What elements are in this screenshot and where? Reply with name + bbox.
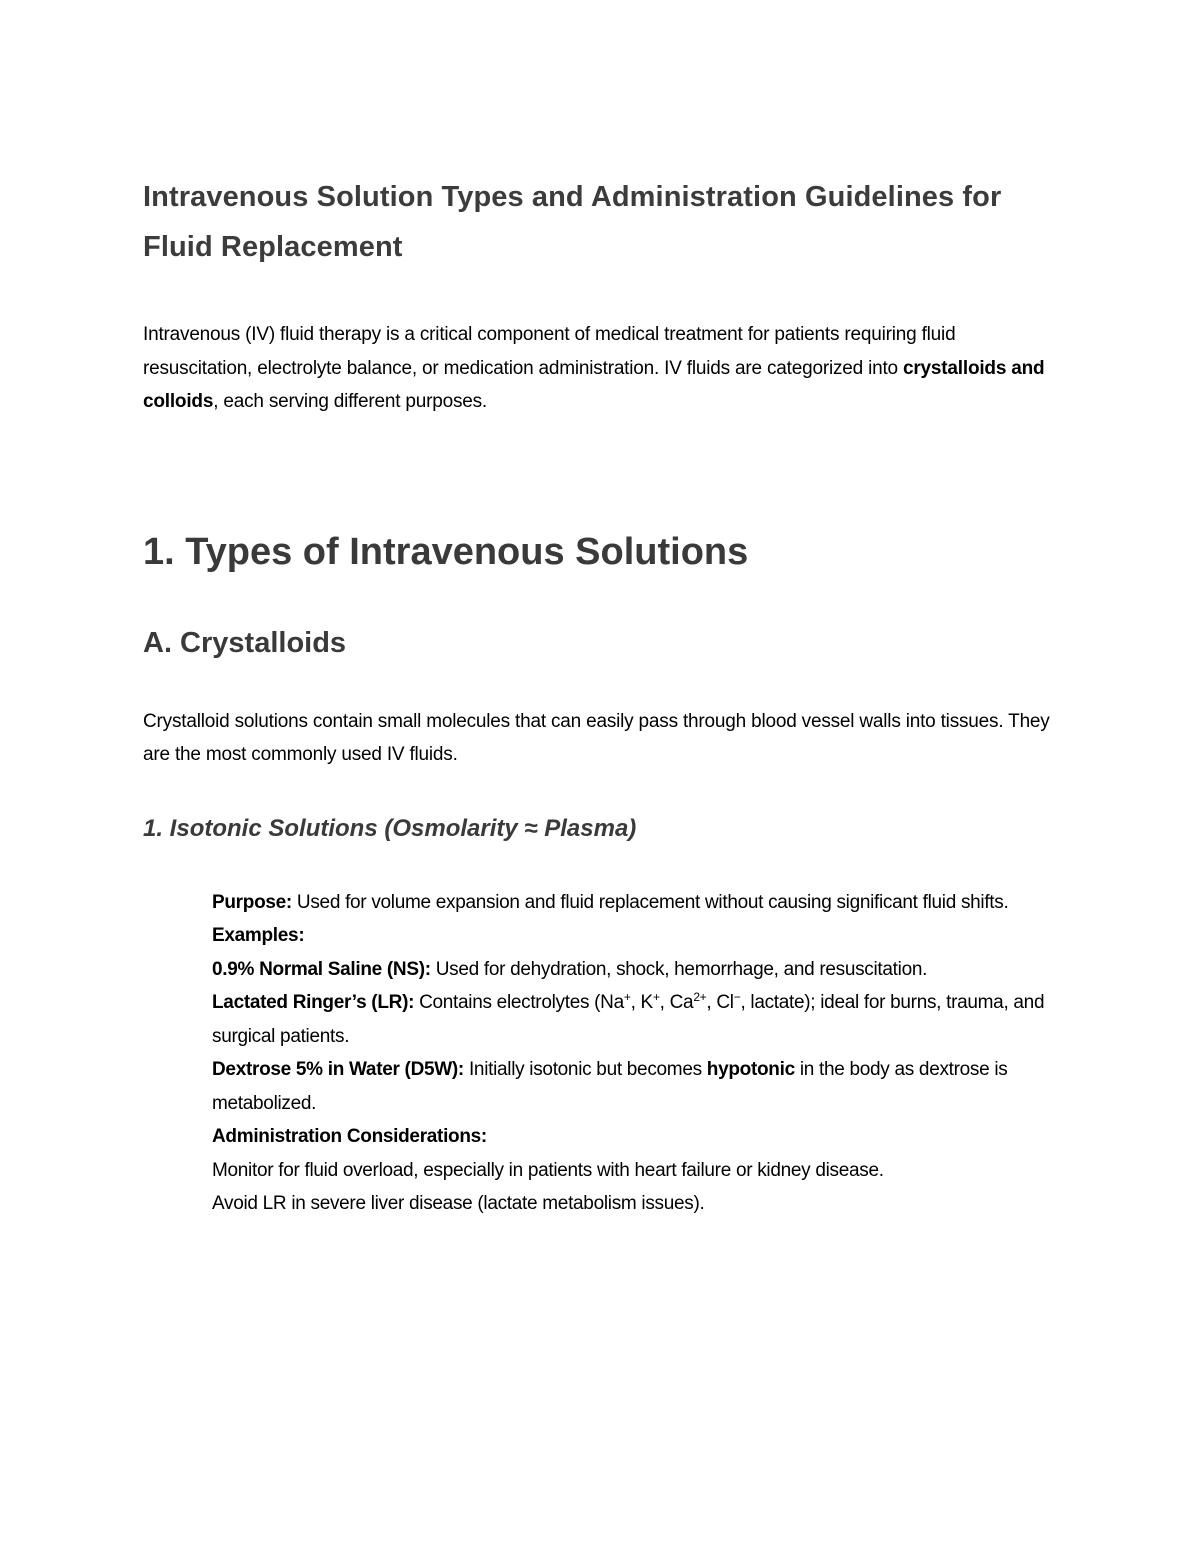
potassium-charge: + bbox=[652, 990, 660, 1004]
section-1-heading: 1. Types of Intravenous Solutions bbox=[143, 530, 749, 573]
admin-item-avoid-lr: Avoid LR in severe liver disease (lactate metabolism issues). bbox=[212, 1193, 705, 1214]
admin-considerations-label: Administration Considerations: bbox=[212, 1126, 487, 1147]
calcium-charge: 2+ bbox=[693, 990, 707, 1004]
normal-saline-line bbox=[212, 953, 1072, 987]
admin-considerations-line bbox=[212, 1120, 1072, 1154]
lactated-ringers-line bbox=[212, 986, 1072, 1053]
hypotonic-bold: hypotonic bbox=[706, 1059, 795, 1080]
crystalloids-heading: A. Crystalloids bbox=[143, 626, 347, 659]
lactated-ringers-text: , lactate); ideal for burns, trauma, and surgical patients. bbox=[212, 992, 1045, 1047]
intro-text-end: , each serving different purposes. bbox=[213, 391, 487, 412]
isotonic-details bbox=[212, 886, 1072, 1221]
crystalloids-paragraph: Crystalloid solutions contain small molecules that can easily pass through blood vessel walls into tissues. They are the most commonly used IV fluids. bbox=[143, 710, 1050, 765]
intro-bold-text: crystalloids and colloids bbox=[143, 357, 1045, 412]
admin-item-fluid-overload: Monitor for fluid overload, especially in patients with heart failure or kidney disease. bbox=[212, 1159, 884, 1181]
intro-paragraph bbox=[143, 318, 1063, 419]
lactated-ringers-text: Contains electrolytes (Na bbox=[414, 992, 624, 1013]
document-title: Intravenous Solution Types and Administration Guidelines for Fluid Replacement bbox=[143, 181, 1002, 263]
chloride-charge: − bbox=[733, 990, 741, 1004]
lactated-ringers-text: , Ca bbox=[659, 992, 694, 1013]
lactated-ringers-text: , K bbox=[630, 992, 653, 1013]
d5w-text: in the body as dextrose is metabolized. bbox=[212, 1059, 1008, 1114]
purpose-line bbox=[212, 886, 1072, 920]
purpose-label: Purpose: bbox=[212, 891, 292, 913]
sodium-charge: + bbox=[623, 990, 631, 1004]
examples-label: Examples: bbox=[212, 925, 305, 946]
d5w-label: Dextrose 5% in Water (D5W): bbox=[212, 1059, 464, 1080]
purpose-text: Used for volume expansion and fluid replacement without causing significant fluid shifts. bbox=[291, 891, 1009, 913]
d5w-line bbox=[212, 1053, 1072, 1120]
lactated-ringers-label: Lactated Ringer’s (LR): bbox=[212, 992, 415, 1013]
normal-saline-text: Used for dehydration, shock, hemorrhage, and resuscitation. bbox=[430, 958, 928, 980]
normal-saline-label: 0.9% Normal Saline (NS): bbox=[212, 958, 431, 980]
examples-line bbox=[212, 919, 1072, 953]
isotonic-heading: 1. Isotonic Solutions (Osmolarity ≈ Plasma) bbox=[143, 814, 637, 842]
intro-text-start: Intravenous (IV) fluid therapy is a critical component of medical treatment for patients requiring fluid resuscitation, electrolyte balance, or medication administration. IV fluids are categorized into bbox=[143, 324, 956, 379]
d5w-text: Initially isotonic but becomes bbox=[463, 1059, 707, 1080]
document-page bbox=[143, 172, 1063, 1221]
lactated-ringers-text: , Cl bbox=[706, 992, 734, 1013]
